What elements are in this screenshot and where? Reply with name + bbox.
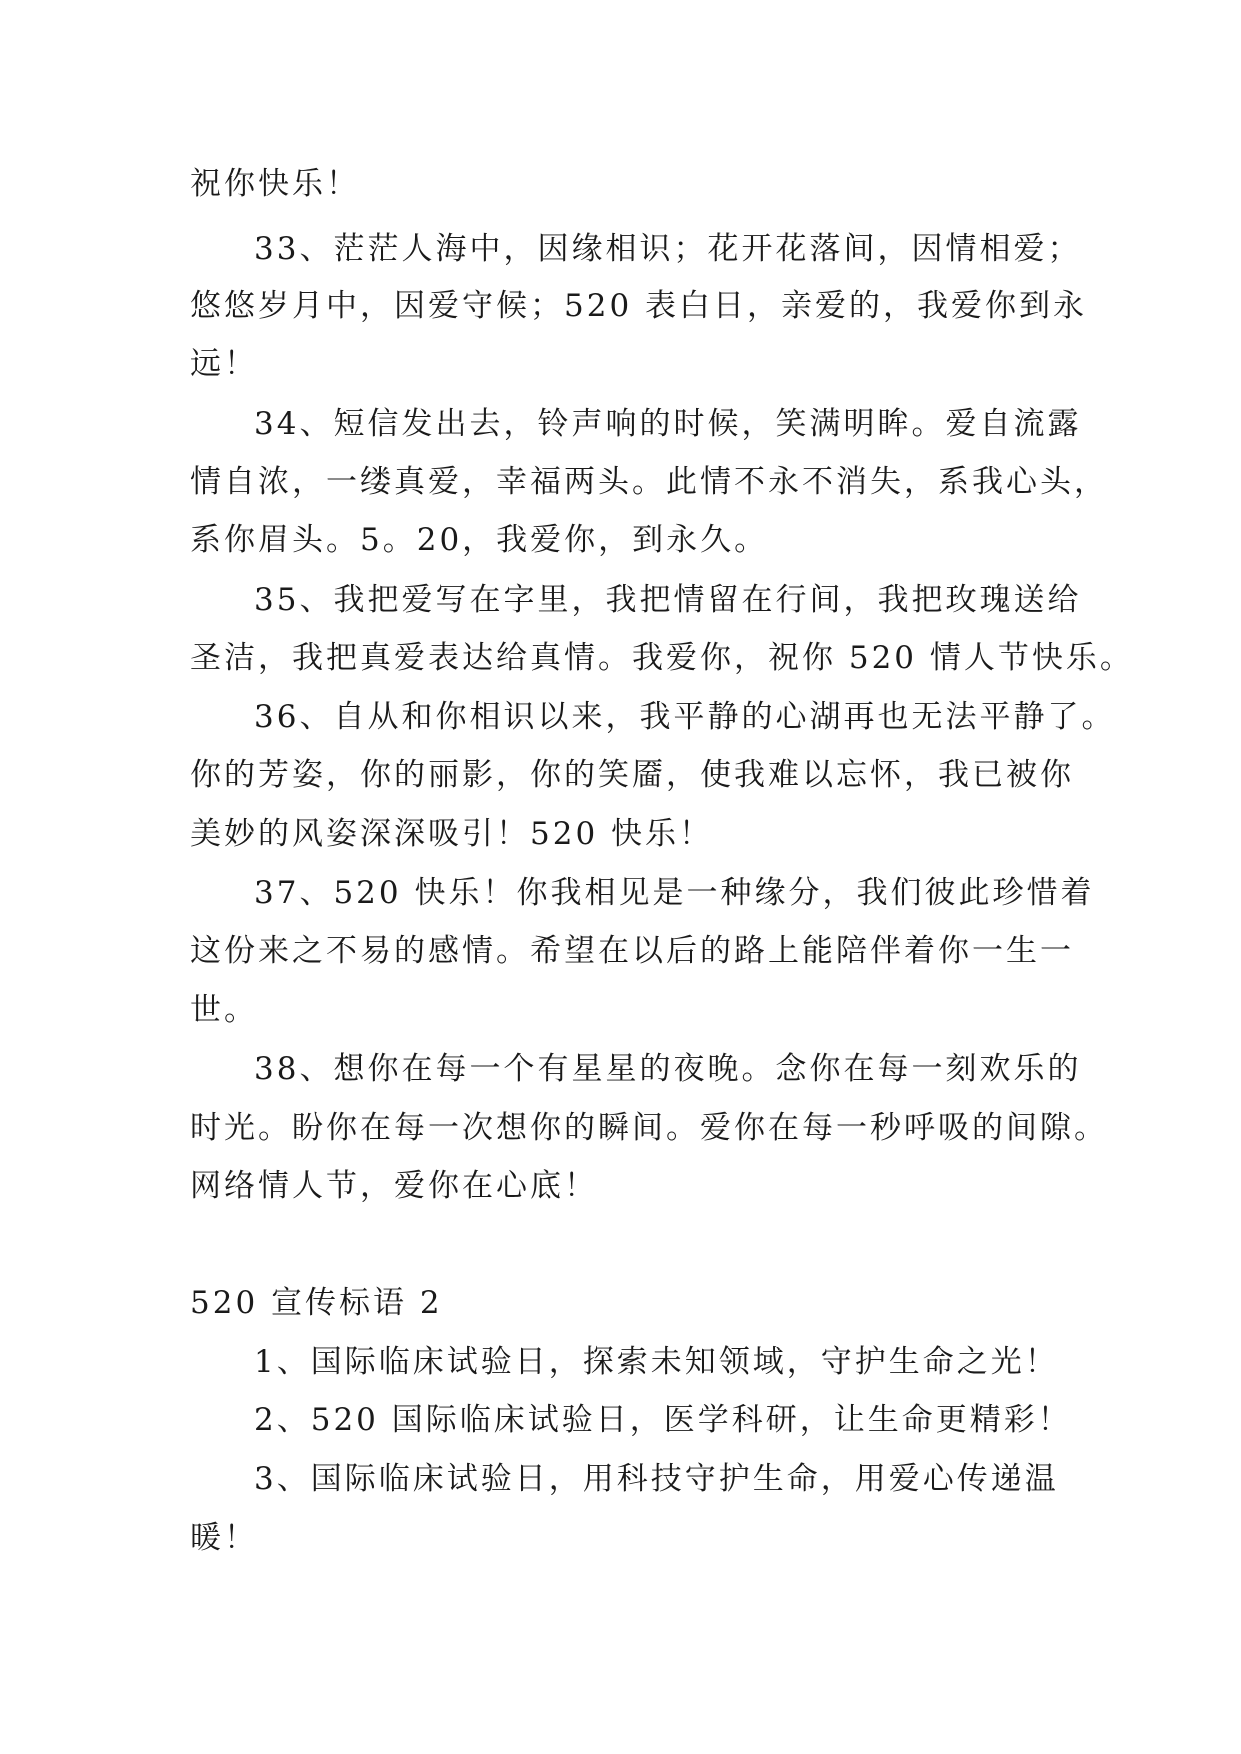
slogan-3-line: 3、国际临床试验日，用科技守护生命，用爱心传递温 [254,1461,1059,1497]
paragraph-37-line: 这份来之不易的感情。希望在以后的路上能陪伴着你一生一 [190,933,1074,969]
paragraph-37-line: 世。 [190,992,258,1028]
paragraph-34-line: 情自浓，一缕真爱，幸福两头。此情不永不消失，系我心头， [190,464,1108,500]
slogan-1-line: 1、国际临床试验日，探索未知领域，守护生命之光！ [254,1344,1059,1380]
paragraph-33-line: 33、茫茫人海中，因缘相识；花开花落间，因情相爱； [254,231,1082,267]
paragraph-34-line: 系你眉头。5。20，我爱你，到永久。 [190,522,769,558]
section-heading: 520 宣传标语 2 [190,1285,443,1321]
slogan-3-line: 暖！ [190,1520,258,1556]
paragraph-35-line: 35、我把爱写在字里，我把情留在行间，我把玫瑰送给 [254,582,1082,618]
paragraph-34-line: 34、短信发出去，铃声响的时候，笑满明眸。爱自流露 [254,406,1082,442]
paragraph-35-line: 圣洁，我把真爱表达给真情。我爱你，祝你 520 情人节快乐。 [190,640,1134,676]
paragraph-33-line: 悠悠岁月中，因爱守候；520 表白日，亲爱的，我爱你到永 [190,288,1088,324]
paragraph-38-line: 网络情人节，爱你在心底！ [190,1168,598,1204]
slogan-2-line: 2、520 国际临床试验日，医学科研，让生命更精彩！ [254,1402,1072,1438]
text-line: 祝你快乐！ [190,166,360,202]
paragraph-33-line: 远！ [190,346,258,382]
paragraph-38-line: 38、想你在每一个有星星的夜晚。念你在每一刻欢乐的 [254,1051,1082,1087]
paragraph-36-line: 美妙的风姿深深吸引！520 快乐！ [190,816,714,852]
paragraph-37-line: 37、520 快乐！你我相见是一种缘分，我们彼此珍惜着 [254,875,1095,911]
paragraph-36-line: 你的芳姿，你的丽影，你的笑靥，使我难以忘怀，我已被你 [190,757,1074,793]
paragraph-38-line: 时光。盼你在每一次想你的瞬间。爱你在每一秒呼吸的间隙。 [190,1110,1108,1146]
paragraph-36-line: 36、自从和你相识以来，我平静的心湖再也无法平静了。 [254,699,1116,735]
